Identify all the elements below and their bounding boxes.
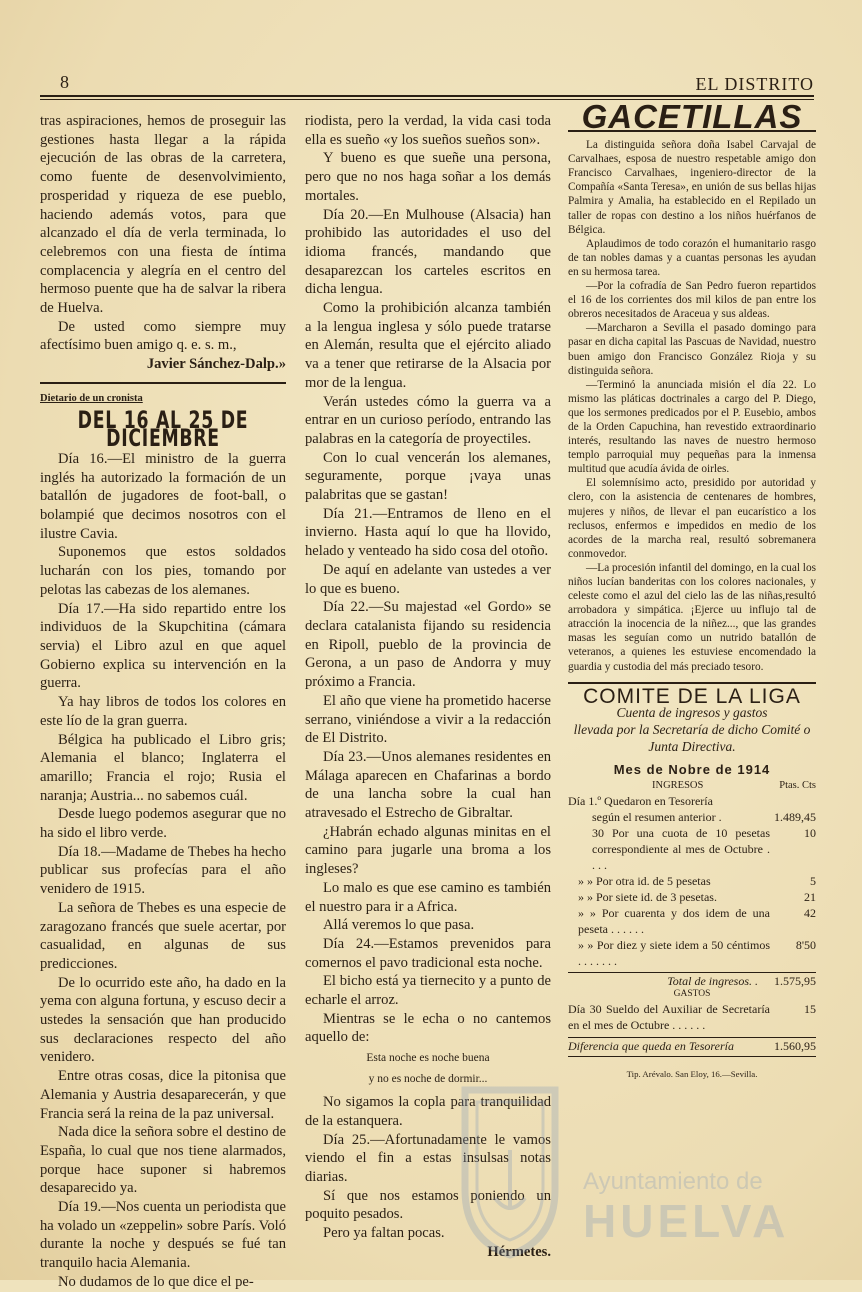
paragraph: Día 24.—Estamos prevenidos para comernos el pavo tradicional esta noche. <box>305 935 551 971</box>
paragraph: —La procesión infantil del domingo, en la cual los niños lucían banderitas con los colores nacionales, y celeste como el azul del cielo las de las niñas,resultó arrobadora y simpática. ¡Ejerce uu influjo tal de atracción la inocencia de la niñez..., que las grandes masas les seguían como un nutrido batallón de veteranos, a quienes les estuviese encomendado la guardia y custodia del más preciado tesoro. <box>568 561 816 673</box>
ledger-header <box>568 779 816 793</box>
paragraph: El solemnísimo acto, presidido por autoridad y clero, con la asistencia de centenares de hombres, mujeres y niños, de llevar el pan eucarístico a los reclusos, enfermos e impedidos en medio de los acordes de la marcha real, resultó sobremanera conmovedor. <box>568 477 816 560</box>
ledger-row: Día 30 Sueldo del Auxiliar de Secretaría en el mes de Octubre . . . . . . 15 <box>568 1002 816 1033</box>
paragraph: tras aspiraciones, hemos de proseguir las gestiones hasta llegar a la rápida ejecución de las obras de la carretera, como fuente de desenvolvimiento, prosperidad y riqueza de ese pueblo, haciendo además votos, para que alcanzado el día de verla terminada, lo celebremos con una fiesta de íntima complacencia y alegría en el centro del hermoso puente que ha de salvar la ribera de Huelva. <box>40 113 286 317</box>
diferencia-row <box>568 1037 816 1054</box>
paragraph: riodista, pero la verdad, la vida casi toda ella es sueño «y los sueños sueños son». <box>305 113 551 148</box>
paragraph: Verán ustedes cómo la guerra va a entrar en un curioso período, entrando las palabras en la categoría de proyectiles. <box>305 393 551 447</box>
diferencia-label: Diferencia que queda en Tesorería <box>568 1039 734 1054</box>
printer-imprint: Tip. Arévalo. San Eloy, 16.—Sevilla. <box>626 1069 758 1080</box>
page-number: 8 <box>60 72 69 92</box>
gacetillas-title: GACETILLAS <box>581 98 803 135</box>
ledger-row: » » Por siete id. de 3 pesetas. 21 <box>578 889 816 904</box>
ledger-row: » » Por otra id. de 5 pesetas 5 <box>578 873 816 888</box>
paragraph: Ya hay libros de todos los colores en este lío de la gran guerra. <box>40 694 286 729</box>
watermark-line-2: HUELVA <box>583 1195 790 1247</box>
paragraph: Lo malo es que ese camino es también el nuestro para ir a Africa. <box>305 879 551 915</box>
paragraph: —Marcharon a Sevilla el pasado domingo para pasar en dicha capital las Pascuas de Navidad, nuestro buen amigo don Francisco González Rioja y su distinguida señora. <box>568 322 816 377</box>
paragraph: ¿Habrán echado algunas minitas en el camino para jugarle una broma a los ingleses? <box>305 823 551 878</box>
paragraph: Día 17.—Ha sido repartido entre los individuos de la Skupchitina (cámara servia) el Libro azul en que aquel Gobierno explica su intervención en la guerra. <box>40 600 286 692</box>
ingresos-label: INGRESOS <box>652 779 704 791</box>
running-head: EL DISTRITO <box>695 74 814 94</box>
paragraph: No dudamos de lo que dice el pe- <box>58 1273 254 1290</box>
paragraph: Mientras se le echa o no cantemos aquello de: <box>305 1010 551 1046</box>
ptas-label: Ptas. Cts <box>779 779 816 791</box>
paragraph: Día 16.—El ministro de la guerra inglés ha autorizado la formación de un batallón de jugadores de foot-ball, o bolampié que decimos nosotros con el ilustre Cavia. <box>40 450 286 542</box>
ledger-row: » » Por diez y siete idem a 50 céntimos . . . . . . . 8'50 <box>578 937 816 968</box>
paragraph: Día 19.—Nos cuenta un periodista que ha volado un «zeppelin» sobre París. Voló durante la noche y después se fué tan tranquilo hacia Alemania. <box>40 1199 286 1272</box>
section-kicker: Dietario de un cronista <box>40 392 143 404</box>
paragraph: Desde luego podemos asegurar que no ha sido el libro verde. <box>40 806 286 842</box>
ledger-row: » » Por cuarenta y dos idem de una peseta . . . . . . 42 <box>578 905 816 936</box>
archive-watermark <box>455 1080 835 1270</box>
total-label: Total de ingresos. . <box>667 973 758 988</box>
paragraph: Como la prohibición alcanza también a la lengua inglesa y sólo puede tratarse en Alemán, resulta que el ejército aliado va a tener que retirarse de la Alsacia por mor de la lengua. <box>305 300 551 391</box>
paragraph: —Por la cofradía de San Pedro fueron repartidos el 16 de los corrientes dos mil kilos de pan entre los obreros necesitados de Araceua y sus aldeas. <box>568 280 816 321</box>
ledger-rows <box>568 793 816 969</box>
paragraph: Entre otras cosas, dice la pitonisa que Alemania y Austria desaparecerán, y que Francia será la reina de la paz universal. <box>40 1068 286 1122</box>
verse-line: Esta noche es noche buena <box>366 1052 490 1065</box>
divider <box>40 382 286 384</box>
paragraph: Día 25.—Afortunadamente le vamos viendo el fin a estas insulsas notas diarias. <box>305 1131 551 1185</box>
paragraph: Y bueno es que sueñe una persona, pero que no nos haga soñar a los demás mortales. <box>305 150 551 204</box>
column-1 <box>40 112 286 1292</box>
paragraph: De lo ocurrido este año, ha dado en la yema con alguna fortuna, y escuso decir a ustedes la sensación que han producido sus declaraciones respecto del año venidero. <box>40 974 286 1066</box>
section-title: DEL 16 AL 25 DE DICIEMBRE <box>77 405 249 453</box>
paragraph: Día 18.—Madame de Thebes ha hecho publicar sus profecías para el año venidero de 1915. <box>40 843 286 898</box>
watermark-line-1: Ayuntamiento de <box>583 1168 763 1195</box>
paragraph: Nada dice la señora sobre el destino de España, lo cual que nos tiene alarmados, porque hace suponer si habremos desaparecido ya. <box>40 1124 286 1197</box>
paragraph: Día 20.—En Mulhouse (Alsacia) han prohibido las autoridades el uso del idioma francés, mandando que desaparezcan los carteles escritos en dicha lengua. <box>305 206 551 298</box>
total-value: 1.575,95 <box>774 973 816 988</box>
paragraph: De aquí en adelante van ustedes a ver lo que es bueno. <box>305 561 551 597</box>
ledger-row: según el resumen anterior . 1.489,45 <box>592 809 816 824</box>
comite-subtitle: llevada por la Secretaría de dicho Comité o Junta Directiva. <box>573 721 811 754</box>
paragraph: De usted como siempre muy afectísimo buen amigo q. e. s. m., <box>40 318 286 354</box>
paragraph: No sigamos la copla para tranquilidad de la estanquera. <box>305 1094 551 1129</box>
ledger-row: Día 1.º Quedaron en Tesorería <box>568 793 713 808</box>
paragraph: La señora de Thebes es una especie de zaragozano francés que suele acertar, por casualidad, en algunas de sus predicciones. <box>40 899 286 972</box>
paragraph: Con lo cual vencerán los alemanes, seguramente, porque ¡vaya unas palabritas que se gastan! <box>305 449 551 504</box>
paragraph: Pero ya faltan pocas. <box>323 1225 445 1242</box>
paragraph: Día 22.—Su majestad «el Gordo» se declara catalanista fijando su residencia en Ripoll, pueblo de la provincia de Gerona, a un paso de Andorra y muy próximo a Francia. <box>305 599 551 691</box>
paragraph: Aplaudimos de todo corazón el humanitario rasgo de tan nobles damas y a cuantas personas les ayudan en su hermosa tarea. <box>568 237 816 278</box>
diferencia-value: 1.560,95 <box>774 1039 816 1054</box>
comite-subtitle: Cuenta de ingresos y gastos <box>616 704 768 720</box>
paragraph: Día 23.—Unos alemanes residentes en Málaga aparecen en Chafarinas a bordo de una lancha sobre la cual han atravesado el Estrecho de Gibraltar. <box>305 748 551 822</box>
paragraph: La distinguida señora doña Isabel Carvajal de Carvalhaes, esposa de nuestro respetable amigo don Francisco Carvalhaes, ingeniero-director de la Compañía «Santa Teresa», en unión de sus bellas hijas Palmira y Amalia, ha establecido en el Repilado un taller de ropas con destino a los niños huérfanos de Bélgica. <box>568 139 816 236</box>
column-3 <box>568 98 816 1081</box>
paragraph: El bicho está ya tiernecito y a punto de echarle el arroz. <box>305 973 551 1009</box>
signature: Hérmetes. <box>487 1243 551 1260</box>
paragraph: Día 21.—Entramos de lleno en el invierno. Hasta aquí lo que ha llovido, helado y venteado ha sido cosa del otoño. <box>305 505 551 560</box>
coat-of-arms-icon <box>455 1080 565 1260</box>
paragraph: —Terminó la anunciada misión el día 22. Lo mismo las pláticas doctrinales a cargo del P. Diego, que los sermones predicados por el P. Eusebio, ambos de la Orden Capuchina, han revestido extraordinario interés, resultando las naves de nuestro hermoso templo parroquial muy pequeñas para la inmensa multitud que acudía ávida de oirles. <box>568 378 816 476</box>
paragraph: Sí que nos estamos poniendo un poquito pesados. <box>305 1187 551 1223</box>
gastos-label: GASTOS <box>673 988 711 999</box>
paragraph: Allá veremos lo que pasa. <box>323 917 475 934</box>
paragraph: El año que viene ha prometido hacerse serrano, viniéndose a vivir a la redacción de El Distrito. <box>305 692 551 747</box>
ledger-month: Mes de Nobre de 1914 <box>613 761 771 777</box>
verse-line: y no es noche de dormir... <box>368 1073 488 1086</box>
ledger-row: 30 Por una cuota de 10 pesetas correspondiente al mes de Octubre . . . . 10 <box>592 825 816 872</box>
signature: Javier Sánchez-Dalp.» <box>146 356 286 373</box>
paragraph: Bélgica ha publicado el Libro gris; Alemania el blanco; Inglaterra el amarillo; Francia el rojo; Rusia el naranja; Austria... no sabemos cuál. <box>40 731 286 804</box>
comite-title: COMITE DE LA LIGA <box>583 684 801 708</box>
divider <box>568 682 816 684</box>
paragraph: Suponemos que estos soldados lucharán con los pies, tomando por pelotas las cabezas de los alemanes. <box>40 544 286 598</box>
